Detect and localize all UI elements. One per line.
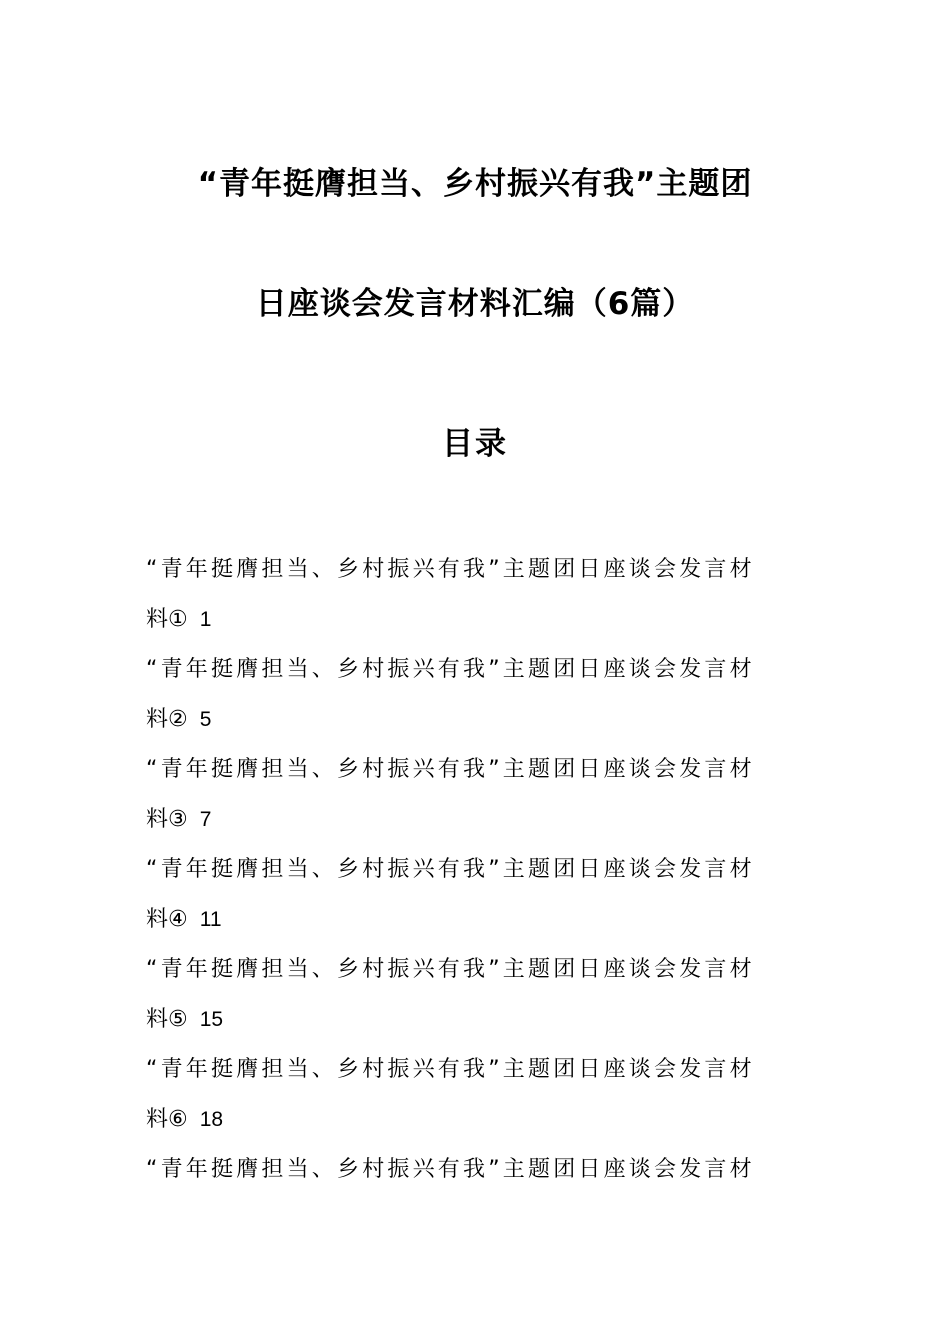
- toc-entry-7-partial[interactable]: [146, 1152, 806, 1202]
- toc-entry-title: “青年挺膺担当、乡村振兴有我”主题团日座谈会发言材: [146, 857, 755, 882]
- document-title-line-1: “青年挺膺担当、乡村振兴有我”主题团: [197, 166, 753, 202]
- toc-entry-title: “青年挺膺担当、乡村振兴有我”主题团日座谈会发言材: [146, 957, 755, 982]
- toc-entry-5[interactable]: [146, 952, 806, 1052]
- toc-heading: 目录: [442, 426, 508, 462]
- toc-entry-title: “青年挺膺担当、乡村振兴有我”主题团日座谈会发言材: [146, 657, 755, 682]
- table-of-contents: [146, 552, 806, 1202]
- toc-page-number: 1: [199, 608, 212, 631]
- toc-entry-6[interactable]: [146, 1052, 806, 1152]
- toc-entry-suffix: 料②: [146, 707, 188, 732]
- toc-page-number: 7: [199, 808, 212, 831]
- toc-entry-3[interactable]: [146, 752, 806, 852]
- toc-entry-title: “青年挺膺担当、乡村振兴有我”主题团日座谈会发言材: [146, 1057, 755, 1082]
- toc-entry-suffix: 料⑤: [146, 1007, 188, 1032]
- toc-entry-suffix: 料⑥: [146, 1107, 188, 1132]
- toc-entry-suffix: 料①: [146, 607, 188, 632]
- toc-entry-title: “青年挺膺担当、乡村振兴有我”主题团日座谈会发言材: [146, 557, 755, 582]
- toc-entry-suffix: 料③: [146, 807, 188, 832]
- toc-page-number: 11: [199, 908, 222, 931]
- toc-entry-4[interactable]: [146, 852, 806, 952]
- toc-entry-suffix: 料④: [146, 907, 188, 932]
- toc-page-number: 15: [199, 1008, 224, 1031]
- toc-entry-title: “青年挺膺担当、乡村振兴有我”主题团日座谈会发言材: [146, 757, 755, 782]
- toc-entry-1[interactable]: [146, 552, 806, 652]
- toc-page-number: 5: [199, 708, 212, 731]
- document-title-line-2: 日座谈会发言材料汇编（6篇）: [255, 286, 695, 322]
- toc-entry-title: “青年挺膺担当、乡村振兴有我”主题团日座谈会发言材: [146, 1157, 755, 1182]
- toc-page-number: 18: [199, 1108, 224, 1131]
- toc-entry-2[interactable]: [146, 652, 806, 752]
